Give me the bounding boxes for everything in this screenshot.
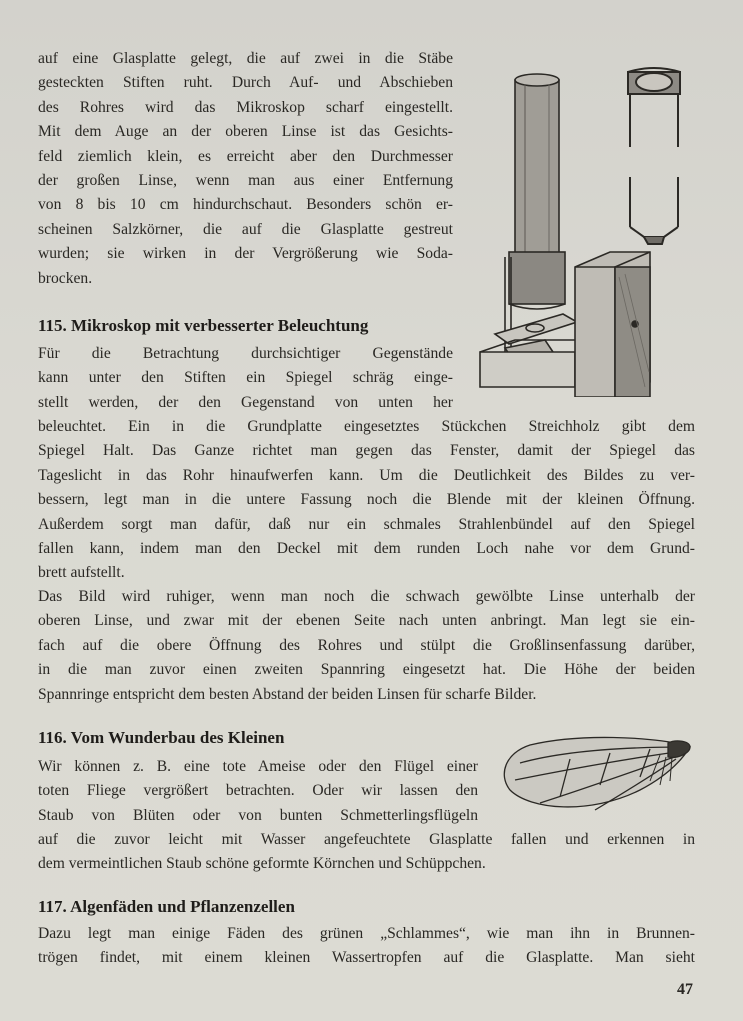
section-116-heading: 116. Vom Wunderbau des Kleinen	[38, 728, 285, 747]
text-line: toten Fliege vergrößert betrachten. Oder wir lassen den	[38, 782, 478, 800]
text-line: auf eine Glasplatte gelegt, die auf zwei in die Stäbe	[38, 50, 453, 67]
text-line: brett aufstellt.	[38, 564, 125, 582]
text-line: wurden; sie wirken in der Vergrößerung wie Soda-	[38, 245, 453, 263]
text-line: in die man zuvor einen zweiten Spannring eingesetzt hat. Die Höhe der beiden	[38, 661, 695, 679]
text-line: der großen Linse, wenn man aus einer Entfernung	[38, 172, 453, 190]
text-line: Für die Betrachtung durchsichtiger Gegenstände	[38, 345, 453, 362]
text-line: von 8 bis 10 cm hindurchschaut. Besonders schön er-	[38, 196, 453, 214]
text-line: Spannringe entspricht dem besten Abstand der beiden Linsen für scharfe Bilder.	[38, 685, 537, 703]
section-115-text-wide	[38, 415, 695, 586]
text-line: Tageslicht in das Rohr hinaufwerfen kann. Um die Deutlichkeit des Bildes zu ver-	[38, 466, 695, 484]
section-116-text-narrow	[38, 755, 478, 828]
text-line: gesteckten Stiften ruht. Durch Auf- und Abschieben	[38, 74, 453, 92]
section-116-text-wide	[38, 828, 695, 877]
text-line: auf die zuvor leicht mit Wasser angefeuchtete Glasplatte fallen und erkennen in	[38, 831, 695, 848]
text-line: dem vermeintlichen Staub schöne geformte Körnchen und Schüppchen.	[38, 855, 486, 873]
section-115-second-paragraph	[38, 585, 695, 707]
lens-mount-detail	[620, 62, 690, 254]
section-117-text	[38, 922, 695, 971]
text-line: Spiegel Halt. Das Ganze richtet man gegen das Fenster, damit der Spiegel das	[38, 442, 695, 460]
text-line: kann unter den Stiften ein Spiegel schräg einge-	[38, 369, 453, 387]
text-line: Wir können z. B. eine tote Ameise oder den Flügel einer	[38, 758, 478, 775]
text-line: stellt werden, der den Gegenstand von unten her	[38, 393, 453, 411]
text-line: oberen Linse, und zwar mit der ebenen Seite nach unten anbringt. Man legt sie ein-	[38, 612, 695, 630]
section-117-heading: 117. Algenfäden und Pflanzenzellen	[38, 897, 295, 916]
text-line: beleuchtet. Ein in die Grundplatte eingesetztes Stückchen Streichholz gibt dem	[38, 418, 695, 435]
text-line: Dazu legt man einige Fäden des grünen „Schlammes“, wie man ihn in Brunnen-	[38, 925, 695, 942]
text-line: Das Bild wird ruhiger, wenn man noch die schwach gewölbte Linse unterhalb der	[38, 588, 695, 605]
text-line: Außerdem sorgt man dafür, daß nur ein schmales Strahlenbündel auf den Spiegel	[38, 515, 695, 533]
section-115-text-narrow	[38, 342, 453, 415]
text-line: scheinen Salzkörner, die auf die Glasplatte gestreut	[38, 220, 453, 238]
text-line: fallen kann, indem man den Deckel mit dem runden Loch nahe vor dem Grund-	[38, 540, 695, 558]
text-line: des Rohres wird das Mikroskop scharf eingestellt.	[38, 98, 453, 116]
section-115-heading: 115. Mikroskop mit verbesserter Beleuchtung	[38, 316, 369, 335]
text-line: trögen findet, mit einem kleinen Wassertropfen auf die Glasplatte. Man sieht	[38, 949, 695, 967]
text-line: fach auf die obere Öffnung des Rohres und stülpt die Großlinsenfassung darüber,	[38, 636, 695, 654]
fly-wing-illustration	[500, 735, 695, 820]
page-number: 47	[677, 981, 693, 998]
intro-paragraph	[38, 47, 453, 291]
text-line: bessern, legt man in die untere Fassung noch die Blende mit der kleinen Öffnung.	[38, 491, 695, 509]
text-line: Staub von Blüten oder von bunten Schmetterlingsflügeln	[38, 806, 478, 824]
text-line: Mit dem Auge an der oberen Linse ist das Gesichts-	[38, 123, 453, 141]
text-line: brocken.	[38, 269, 93, 287]
text-line: feld ziemlich klein, es erreicht aber den Durchmesser	[38, 147, 453, 165]
